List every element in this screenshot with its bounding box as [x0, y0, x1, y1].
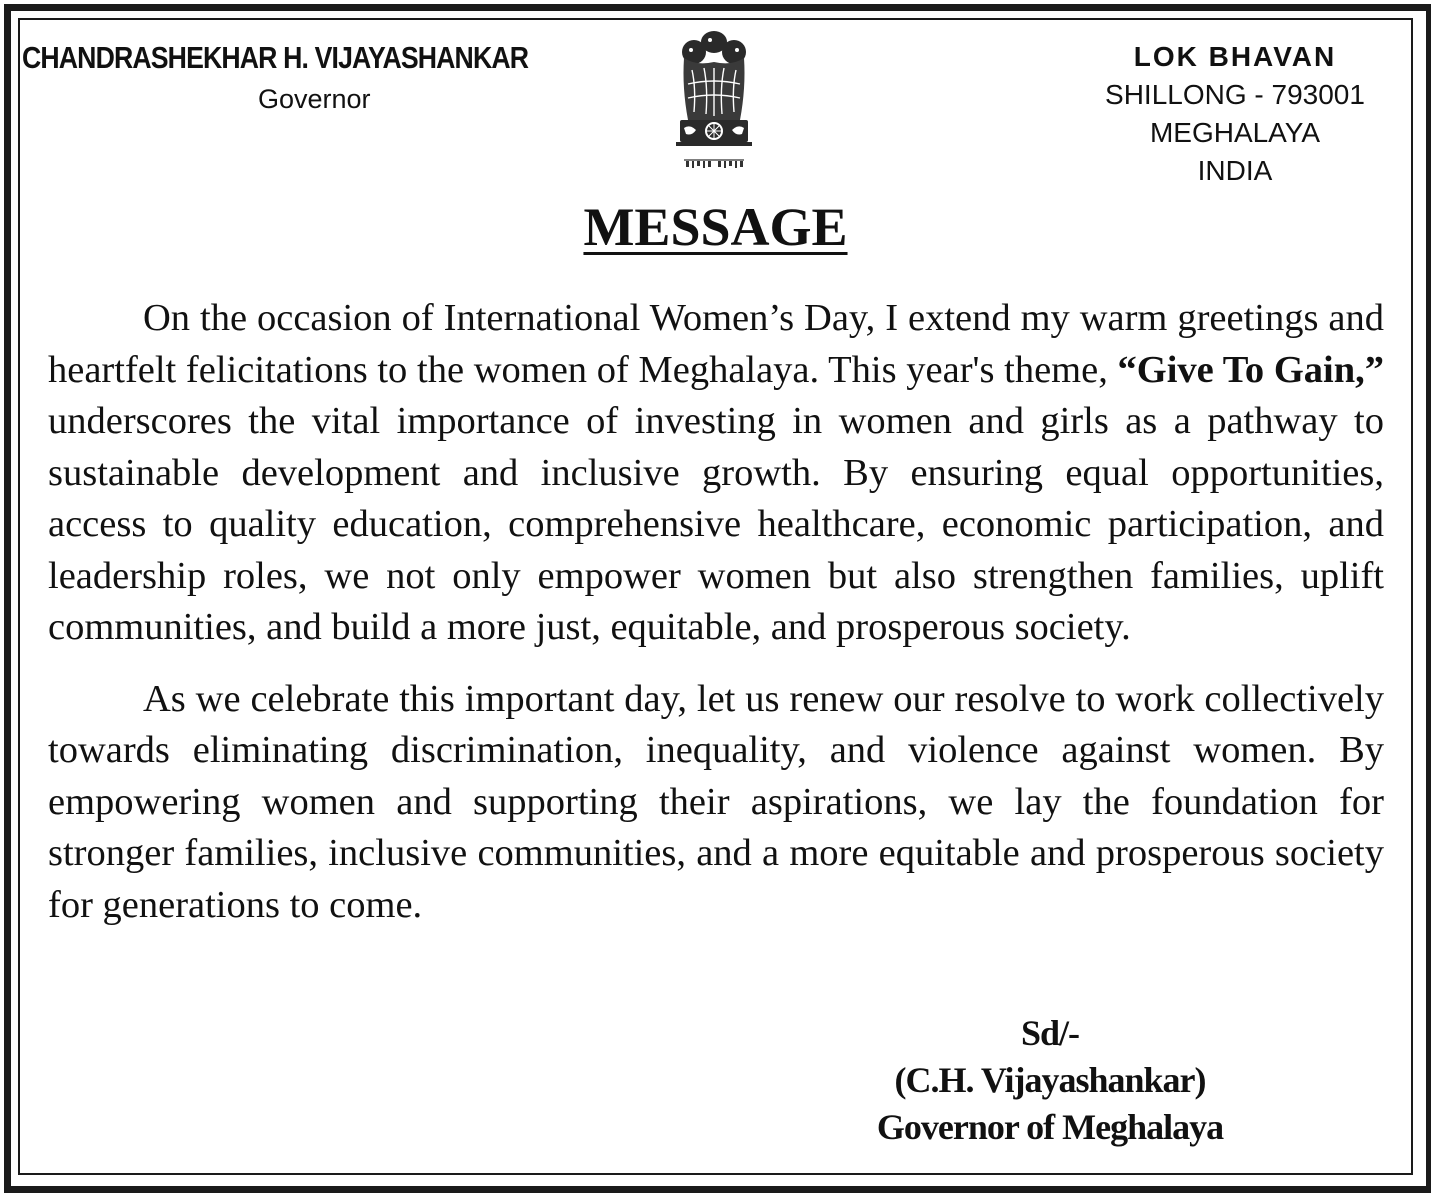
- message-heading-text: MESSAGE: [583, 197, 848, 257]
- sender-title: Governor: [258, 84, 371, 114]
- theme-text: “Give To Gain,”: [1117, 348, 1384, 391]
- sender-name: CHANDRASHEKHAR H. VIJAYASHANKAR: [22, 40, 529, 75]
- paragraph-2: As we celebrate this important day, let us renew our resolve to work collectively towards eliminating discrimination, inequality, and violence against women. By empowering women and supporting their aspirations, we lay the foundation for stronger families, inclusive communities, and a more equitable and prosperous society for generations to come.: [48, 677, 1384, 926]
- paragraph-1-intro: On the occasion of International Women’s Day, I extend my warm greetings and heartfelt felicitations to the women of Meghalaya. This year's theme,: [48, 297, 1384, 391]
- signature-sd: Sd/-: [1020, 1013, 1080, 1053]
- signature-designation: Governor of Meghalaya: [876, 1107, 1224, 1147]
- paragraph-1: [48, 293, 1384, 654]
- paragraph-1-rest: underscores the vital importance of investing in women and girls as a pathway to sustainable development and inclusive growth. By ensuring equal opportunities, access to quality education, comprehensive healthcare, economic participation, and leadership roles, we not only empower women but also strengthen families, uplift communities, and build a more just, equitable, and prosperous society.: [48, 400, 1384, 648]
- address-line-country: INDIA: [1197, 155, 1273, 186]
- address-block: [1090, 38, 1380, 190]
- state-emblem-icon: [664, 28, 764, 178]
- signature-name: (C.H. Vijayashankar): [894, 1060, 1206, 1100]
- signature-block: [820, 1010, 1280, 1151]
- message-body: [48, 293, 1384, 931]
- address-line-state: MEGHALAYA: [1149, 117, 1321, 148]
- address-line-lok-bhavan: LOK BHAVAN: [1133, 41, 1337, 72]
- address-line-city: SHILLONG - 793001: [1105, 79, 1365, 110]
- message-heading: [0, 196, 1431, 258]
